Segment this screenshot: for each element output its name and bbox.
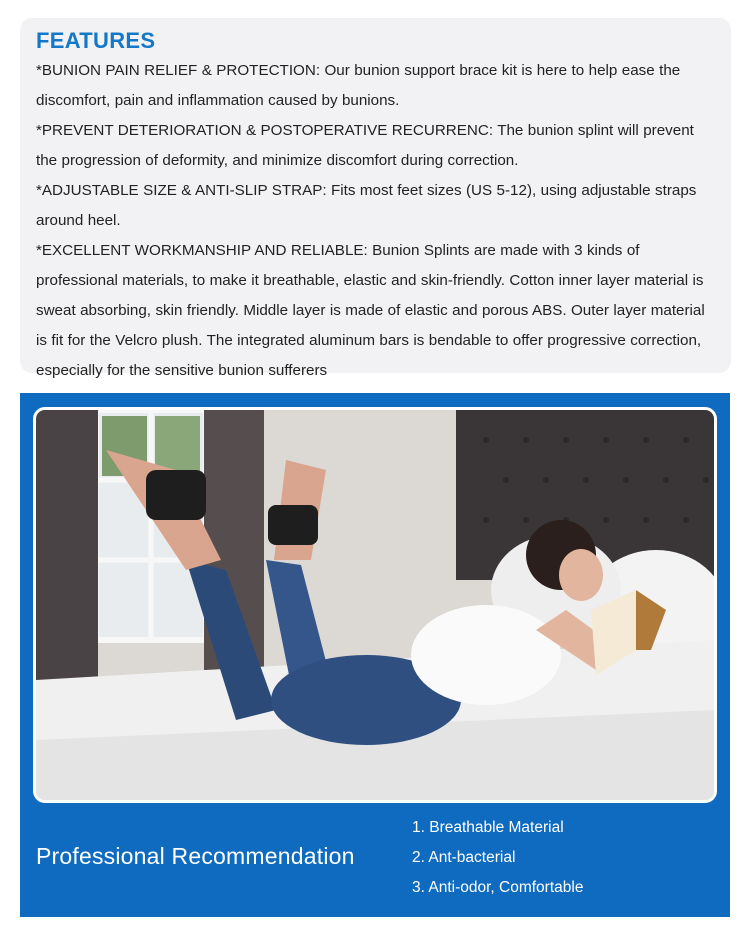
recommendation-section — [20, 393, 730, 917]
recommendation-item: 3. Anti-odor, Comfortable — [412, 879, 584, 896]
feature-item: *BUNION PAIN RELIEF & PROTECTION: Our bunion support brace kit is here to help ease the discomfort, pain and inflammation caused by bunions. — [36, 62, 681, 109]
recommendation-list — [412, 813, 583, 903]
features-title: FEATURES — [36, 28, 156, 53]
recommendation-title: Professional Recommendation — [36, 843, 355, 869]
recommendation-item: 2. Ant-bacterial — [412, 849, 516, 866]
woman-wearing-bunion-splints-illustration — [36, 410, 714, 800]
feature-item: *PREVENT DETERIORATION & POSTOPERATIVE RECURRENC: The bunion splint will prevent the progression of deformity, and minimize discomfort during correction. — [36, 122, 694, 169]
recommendation-item: 1. Breathable Material — [412, 819, 564, 836]
feature-item: *ADJUSTABLE SIZE & ANTI-SLIP STRAP: Fits most feet sizes (US 5-12), using adjustable straps around heel. — [36, 182, 697, 229]
product-photo — [33, 407, 717, 803]
features-card — [20, 18, 731, 379]
features-list — [36, 56, 715, 386]
feature-item: *EXCELLENT WORKMANSHIP AND RELIABLE: Bunion Splints are made with 3 kinds of professional materials, to make it breathable, elastic and skin-friendly. Cotton inner layer material is sweat absorbing, skin friendly. Middle layer is made of elastic and porous ABS. Outer layer material is fit for the Velcro plush. The integrated aluminum bars is bendable to offer progressive correction, especially for the sensitive bunion sufferers — [36, 242, 705, 379]
